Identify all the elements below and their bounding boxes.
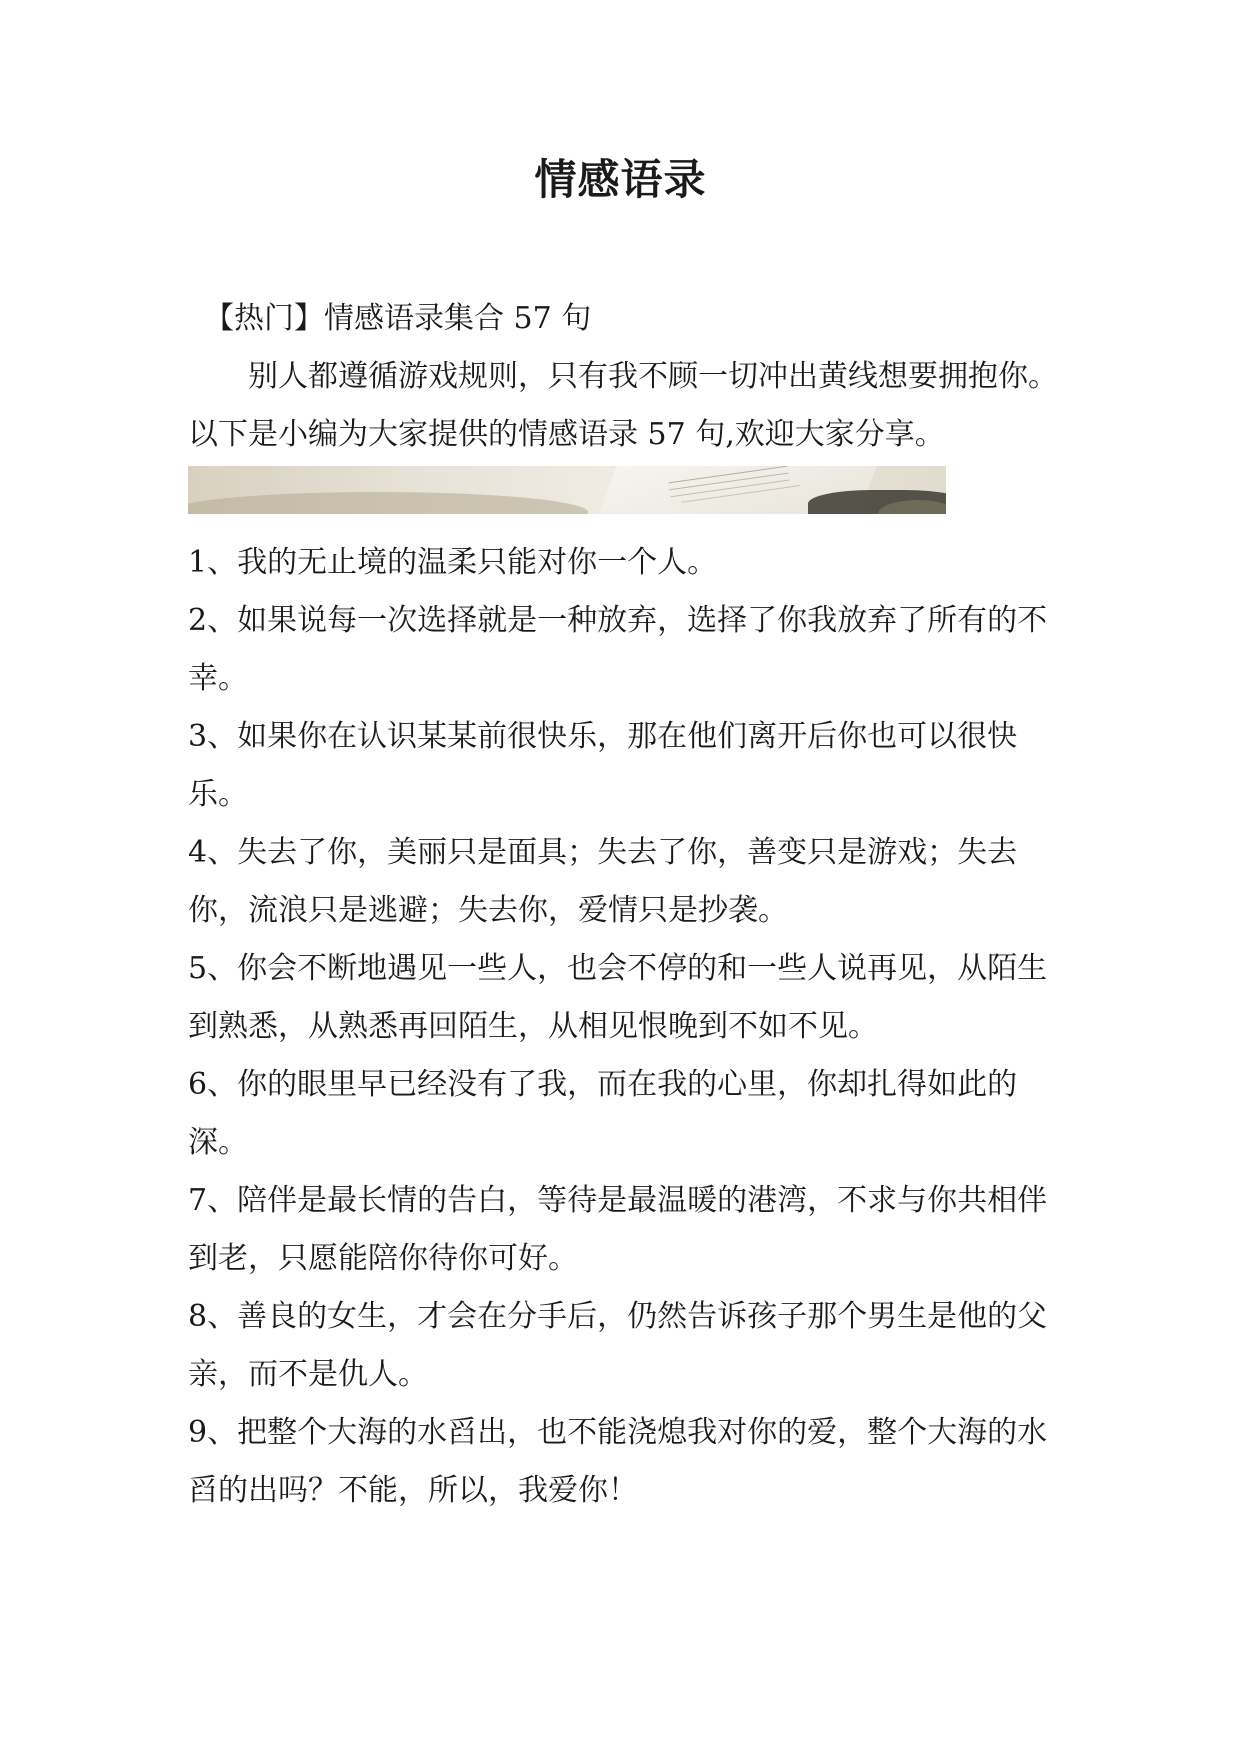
list-item: 5、你会不断地遇见一些人，也会不停的和一些人说再见，从陌生到熟悉，从熟悉再回陌生，从相见恨晚到不如不见。 [188, 951, 1048, 1044]
banner-shadow [188, 492, 588, 514]
article-body [188, 290, 1060, 1520]
list-item: 6、你的眼里早已经没有了我，而在我的心里，你却扎得如此的深。 [188, 1067, 1018, 1160]
list-item: 3、如果你在认识某某前很快乐，那在他们离开后你也可以很快乐。 [188, 719, 1018, 812]
list-item: 8、善良的女生，才会在分手后，仍然告诉孩子那个男生是他的父亲，而不是仇人。 [188, 1299, 1048, 1392]
article-subheading: 【热门】情感语录集合 57 句 [204, 301, 592, 336]
list-item: 1、我的无止境的温柔只能对你一个人。 [188, 545, 718, 580]
list-item: 7、陪伴是最长情的告白，等待是最温暖的港湾，不求与你共相伴到老，只愿能陪你待你可好。 [188, 1183, 1048, 1276]
list-item: 9、把整个大海的水舀出，也不能浇熄我对你的爱，整个大海的水舀的出吗？不能，所以，我爱你！ [188, 1415, 1048, 1508]
page-title: 情感语录 [534, 155, 707, 204]
banner-image [188, 466, 946, 514]
list-item: 4、失去了你，美丽只是面具；失去了你，善变只是游戏；失去你，流浪只是逃避；失去你，爱情只是抄袭。 [188, 835, 1018, 928]
list-item: 2、如果说每一次选择就是一种放弃，选择了你我放弃了所有的不幸。 [188, 603, 1048, 696]
intro-paragraph: 别人都遵循游戏规则，只有我不顾一切冲出黄线想要拥抱你。以下是小编为大家提供的情感语录 57 句,欢迎大家分享。 [188, 359, 1058, 452]
